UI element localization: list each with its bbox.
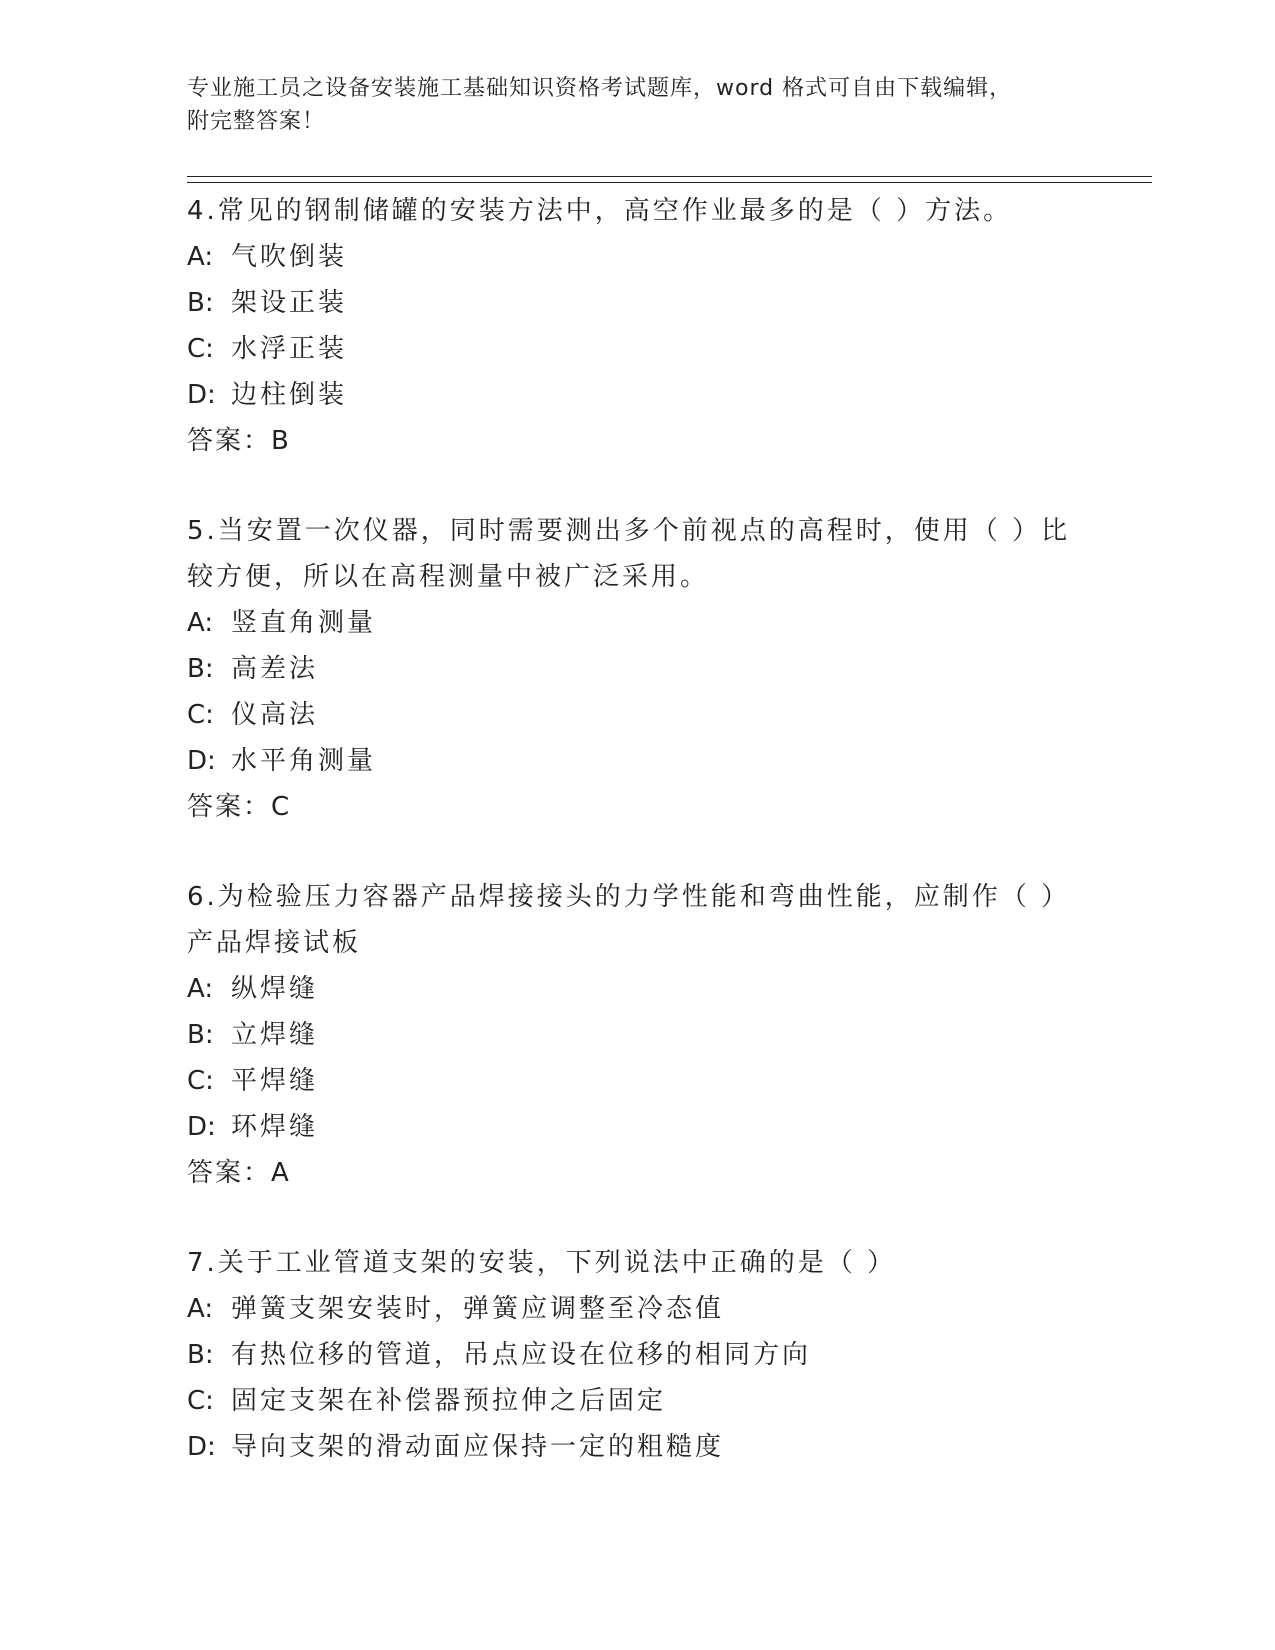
question-text: 6.为检验压力容器产品焊接接头的力学性能和弯曲性能，应制作（ ）产品焊接试板 [187, 882, 1071, 958]
option-text: 立焊缝 [231, 1020, 319, 1050]
question-5 [187, 508, 1087, 830]
option-a [187, 966, 1087, 1012]
option-letter: A: [187, 608, 214, 638]
option-text: 仪高法 [231, 700, 319, 730]
option-letter: C: [187, 700, 214, 730]
option-c [187, 692, 1087, 738]
header-line-2: 附完整答案！ [187, 109, 326, 134]
option-letter: B: [187, 1340, 214, 1370]
option-letter: A: [187, 242, 214, 272]
header-divider-top [187, 176, 1152, 177]
option-c [187, 1058, 1087, 1104]
option-a [187, 234, 1087, 280]
option-letter: D: [187, 746, 216, 776]
option-text: 高差法 [231, 654, 319, 684]
option-text: 有热位移的管道，吊点应设在位移的相同方向 [231, 1340, 812, 1370]
option-c [187, 1378, 1087, 1424]
question-text: 7.关于工业管道支架的安装，下列说法中正确的是（ ） [187, 1248, 897, 1278]
option-d [187, 1424, 1087, 1470]
question-text: 4.常见的钢制储罐的安装方法中，高空作业最多的是（ ）方法。 [187, 196, 1013, 226]
option-letter: C: [187, 334, 214, 364]
option-d [187, 1104, 1087, 1150]
option-b [187, 1332, 1087, 1378]
option-text: 水浮正装 [231, 334, 348, 364]
option-text: 固定支架在补偿器预拉伸之后固定 [231, 1386, 667, 1416]
option-text: 竖直角测量 [231, 608, 377, 638]
option-letter: B: [187, 288, 214, 318]
question-list [187, 188, 1087, 1514]
option-text: 弹簧支架安装时，弹簧应调整至冷态值 [231, 1294, 725, 1324]
answer-line: 答案：B [187, 426, 291, 456]
option-letter: B: [187, 1020, 214, 1050]
option-text: 水平角测量 [231, 746, 377, 776]
document-header [187, 72, 1067, 138]
option-letter: D: [187, 1112, 216, 1142]
header-line-1: 专业施工员之设备安装施工基础知识资格考试题库，word 格式可自由下载编辑， [187, 76, 1013, 101]
option-a [187, 1286, 1087, 1332]
option-text: 环焊缝 [231, 1112, 319, 1142]
option-c [187, 326, 1087, 372]
option-b [187, 646, 1087, 692]
option-letter: B: [187, 654, 214, 684]
option-d [187, 738, 1087, 784]
option-text: 气吹倒装 [231, 242, 348, 272]
option-letter: D: [187, 380, 216, 410]
option-text: 平焊缝 [231, 1066, 319, 1096]
option-a [187, 600, 1087, 646]
option-d [187, 372, 1087, 418]
option-letter: D: [187, 1432, 216, 1462]
option-text: 架设正装 [231, 288, 348, 318]
option-text: 边柱倒装 [231, 380, 348, 410]
header-divider-bottom [187, 182, 1152, 183]
question-text: 5.当安置一次仪器，同时需要测出多个前视点的高程时，使用（ ）比较方便，所以在高程测量中被广泛采用。 [187, 516, 1071, 592]
option-letter: A: [187, 974, 214, 1004]
question-6 [187, 874, 1087, 1196]
option-b [187, 1012, 1087, 1058]
answer-line: 答案：A [187, 1158, 291, 1188]
option-text: 纵焊缝 [231, 974, 319, 1004]
answer-line: 答案：C [187, 792, 292, 822]
option-letter: C: [187, 1066, 214, 1096]
question-4 [187, 188, 1087, 464]
option-letter: C: [187, 1386, 214, 1416]
option-text: 导向支架的滑动面应保持一定的粗糙度 [231, 1432, 725, 1462]
question-7 [187, 1240, 1087, 1470]
option-letter: A: [187, 1294, 214, 1324]
option-b [187, 280, 1087, 326]
